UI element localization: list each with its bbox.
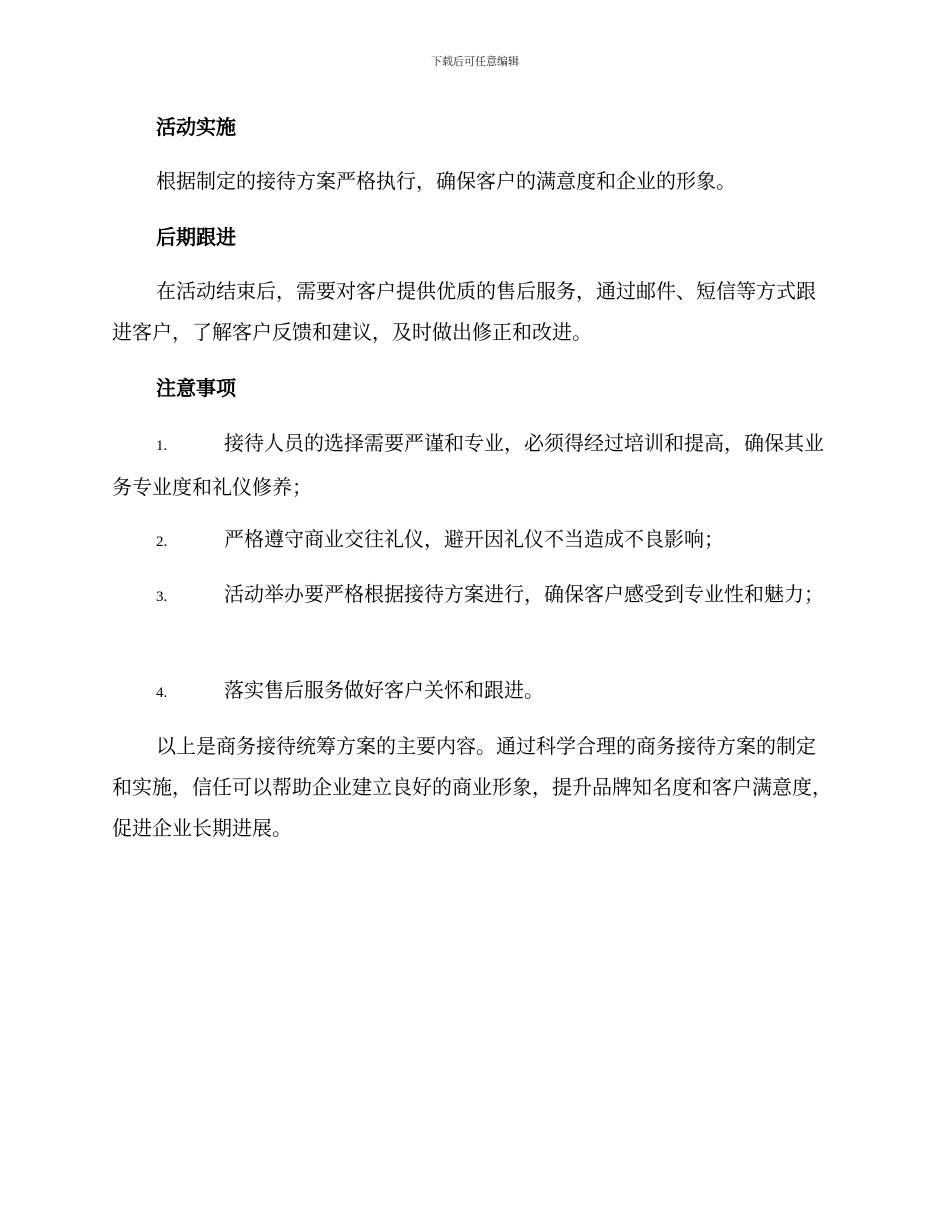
page-header-note: 下载后可任意编辑	[431, 55, 519, 68]
list-item-3	[112, 574, 834, 618]
list-text: 落实售后服务做好客户关怀和跟进。	[224, 678, 544, 702]
paragraph-followup: 在活动结束后，需要对客户提供优质的售后服务，通过邮件、短信等方式跟进客户，了解客户反馈和建议，及时做出修正和改进。	[112, 279, 816, 344]
paragraph-conclusion: 以上是商务接待统筹方案的主要内容。通过科学合理的商务接待方案的制定和实施，信任可以帮助企业建立良好的商业形象，提升品牌知名度和客户满意度，促进企业长期进展。	[112, 734, 832, 840]
list-number: 2.	[156, 534, 168, 550]
list-text: 严格遵守商业交往礼仪，避开因礼仪不当造成不良影响；	[224, 527, 724, 551]
heading-followup: 后期跟进	[156, 225, 236, 249]
list-number: 1.	[156, 438, 168, 454]
list-text: 接待人员的选择需要严谨和专业，必须得经过培训和提高，确保其业务专业度和礼仪修养；	[112, 431, 824, 499]
list-item-4	[112, 670, 834, 714]
paragraph-activity: 根据制定的接待方案严格执行，确保客户的满意度和企业的形象。	[156, 169, 736, 193]
heading-activity: 活动实施	[156, 115, 236, 139]
list-text: 活动举办要严格根据接待方案进行，确保客户感受到专业性和魅力；	[224, 582, 824, 606]
list-item-2	[112, 519, 834, 563]
heading-notes: 注意事项	[156, 376, 236, 400]
list-item-1	[112, 423, 834, 508]
list-number: 4.	[156, 685, 168, 701]
list-number: 3.	[156, 589, 168, 605]
